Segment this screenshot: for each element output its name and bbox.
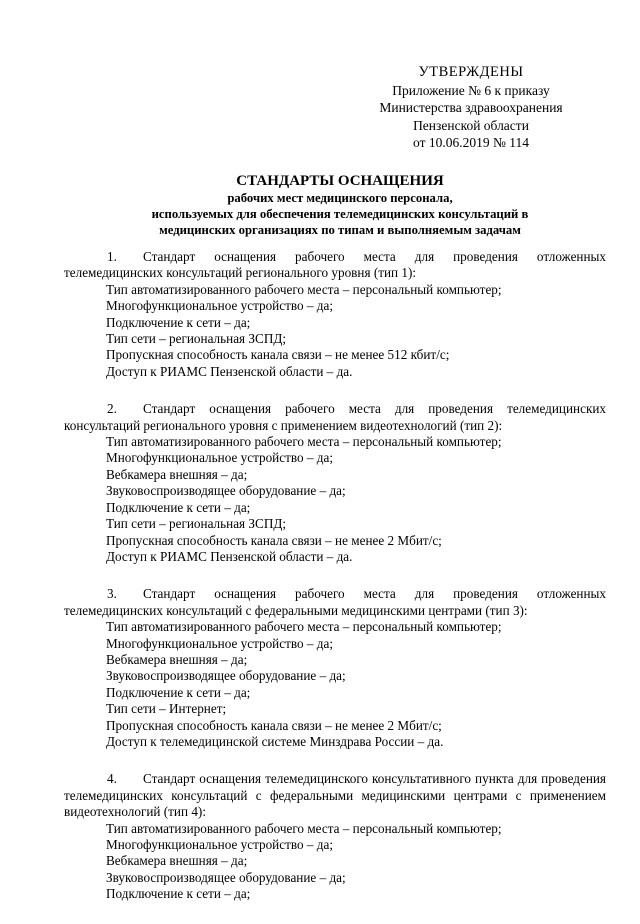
equipment-item: Подключение к сети – да; <box>106 499 251 515</box>
standard-section <box>64 771 606 902</box>
equipment-item: Пропускная способность канала связи – не менее 2 Мбит/с; <box>106 717 442 733</box>
standard-number: 1. <box>107 249 117 264</box>
title-line-3: медицинских организациях по типам и выполняемым задачам <box>159 223 521 237</box>
equipment-item: Пропускная способность канала связи – не менее 2 Мбит/с; <box>106 532 442 548</box>
approval-date-number: от 10.06.2019 № 114 <box>413 135 529 150</box>
standard-section <box>64 586 606 750</box>
standard-heading <box>64 771 606 820</box>
standard-heading <box>64 401 606 434</box>
standard-heading <box>64 249 606 282</box>
standard-section <box>64 249 606 380</box>
standard-number: 3. <box>107 586 117 602</box>
standard-section <box>64 401 606 565</box>
standard-description: Стандарт оснащения рабочего места для проведения отложенных телемедицинских консультаций с федеральными медицинскими центрами (тип 3): <box>64 586 606 618</box>
equipment-item: Многофункциональное устройство – да; <box>106 450 333 466</box>
standard-heading <box>64 586 606 619</box>
equipment-item: Тип автоматизированного рабочего места – персональный компьютер; <box>106 281 502 297</box>
equipment-item: Многофункциональное устройство – да; <box>106 298 333 314</box>
document-body <box>64 249 606 924</box>
equipment-item: Доступ к РИАМС Пензенской области – да. <box>106 363 353 379</box>
equipment-item: Звуковоспроизводящее оборудование – да; <box>106 483 346 499</box>
title-line-1: рабочих мест медицинского персонала, <box>227 191 453 205</box>
equipment-item: Тип сети – Интернет; <box>106 701 227 717</box>
equipment-item: Тип автоматизированного рабочего места – персональный компьютер; <box>106 820 502 836</box>
document-title <box>64 172 616 238</box>
standard-number: 4. <box>107 771 117 787</box>
equipment-item: Тип сети – региональная ЗСПД; <box>106 516 287 532</box>
approval-appendix: Приложение № 6 к приказу <box>392 82 550 98</box>
approval-heading: УТВЕРЖДЕНЫ <box>418 64 524 80</box>
equipment-item: Подключение к сети – да; <box>106 314 251 330</box>
equipment-item: Тип сети – региональная ЗСПД; <box>106 331 287 347</box>
approval-region: Пензенской области <box>413 117 529 133</box>
equipment-item: Подключение к сети – да; <box>106 684 251 700</box>
standard-description: Стандарт оснащения телемедицинского консультативного пункта для проведения телемедицинских консультаций с федеральными медицинскими центрами с применением видеотехнологий (тип 4): <box>64 771 606 820</box>
standard-description: Стандарт оснащения рабочего места для проведения отложенных телемедицинских консультаций регионального уровня (тип 1): <box>64 249 606 281</box>
standard-number: 2. <box>107 401 117 417</box>
equipment-item: Вебкамера внешняя – да; <box>106 651 248 667</box>
title-main: СТАНДАРТЫ ОСНАЩЕНИЯ <box>236 173 444 189</box>
equipment-item: Звуковоспроизводящее оборудование – да; <box>106 668 346 684</box>
equipment-item: Вебкамера внешняя – да; <box>106 853 248 869</box>
equipment-item: Тип автоматизированного рабочего места – персональный компьютер; <box>106 434 502 450</box>
approval-ministry: Министерства здравоохранения <box>379 100 563 115</box>
equipment-item: Подключение к сети – да; <box>106 886 251 902</box>
equipment-item: Многофункциональное устройство – да; <box>106 837 333 852</box>
approval-stamp <box>340 64 602 152</box>
equipment-item: Многофункциональное устройство – да; <box>106 635 333 651</box>
equipment-item: Доступ к телемедицинской системе Минздрава России – да. <box>106 733 444 749</box>
equipment-item: Вебкамера внешняя – да; <box>106 466 248 482</box>
equipment-item: Доступ к РИАМС Пензенской области – да. <box>106 548 353 564</box>
equipment-item: Звуковоспроизводящее оборудование – да; <box>106 869 346 885</box>
equipment-item: Тип автоматизированного рабочего места – персональный компьютер; <box>106 619 502 635</box>
title-line-2: используемых для обеспечения телемедицинских консультаций в <box>151 207 529 221</box>
equipment-item: Пропускная способность канала связи – не менее 512 кбит/с; <box>106 347 450 363</box>
standard-description: Стандарт оснащения рабочего места для проведения телемедицинских консультаций регионального уровня с применением видеотехнологий (тип 2): <box>64 401 606 433</box>
